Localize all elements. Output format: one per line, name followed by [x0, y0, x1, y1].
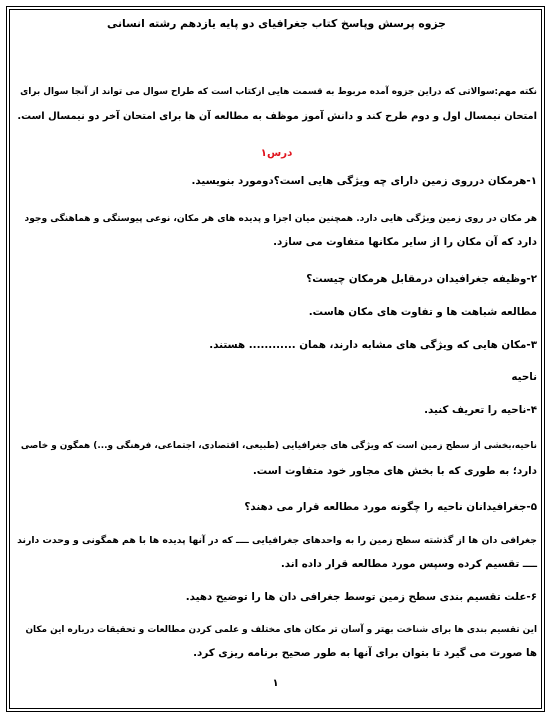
- question-4: ۴-ناحیه را تعریف کنید.: [424, 404, 537, 416]
- page-number: ۱: [272, 678, 279, 689]
- question-6: ۶-علت تقسیم بندی سطح زمین توسط جغرافی دان ها را توضیح دهید.: [185, 591, 537, 603]
- lesson-title: درس۱: [260, 147, 293, 159]
- answer-2: مطالعه شباهت ها و تفاوت های مکان هاست.: [308, 306, 537, 318]
- question-1: ۱-هرمکان درروی زمین دارای چه ویژگی هایی است؟دومورد بنویسید.: [191, 175, 537, 187]
- answer-6-line-1: این تقسیم بندی ها برای شناخت بهتر و آسان تر مکان های مختلف و علمی کردن مطالعات و تحقیقات درباره این مکان: [25, 625, 537, 635]
- answer-1-line-2: دارد که آن مکان را از سایر مکانها متفاوت می سازد.: [273, 236, 537, 248]
- note-line-2: امتحان نیمسال اول و دوم طرح کند و دانش آموز موظف به مطالعه آن ها برای امتحان آخر دو نیمسال است.: [17, 111, 537, 122]
- note-line-1: نکته مهم:سوالاتی که دراین جزوه آمده مربوط به قسمت هایی ازکتاب است که طراح سوال می تواند از آنجا سوال برای: [20, 87, 537, 97]
- answer-4-line-2: دارد؛ به طوری که با بخش های مجاور خود متفاوت است.: [252, 465, 537, 477]
- question-2: ۲-وظیفه جغرافیدان درمقابل هرمکان چیست؟: [306, 273, 537, 285]
- answer-4-line-1: ناحیه،بخشی از سطح زمین است که ویژگی های جغرافیایی (طبیعی، اقتصادی، اجتماعی، فرهنگی و...) همگون و خاصی: [20, 441, 537, 451]
- question-5: ۵-جغرافیدانان ناحیه را چگونه مورد مطالعه قرار می دهند؟: [244, 501, 537, 513]
- answer-1-line-1: هر مکان در روی زمین ویژگی هایی دارد. همچنین میان اجزا و پدیده های هر مکان، نوعی پیوستگی و هماهنگی وجود: [24, 214, 537, 224]
- answer-5-line-2: ــــ تقسیم کرده وسپس مورد مطالعه قرار داده اند.: [280, 558, 537, 570]
- answer-6-line-2: ها صورت می گیرد تا بتوان برای آنها به طور صحیح برنامه ریزی کرد.: [193, 647, 537, 659]
- answer-3: ناحیه: [511, 371, 537, 383]
- answer-5-line-1: جغرافی دان ها از گذشته سطح زمین را به واحدهای جغرافیایی ــــ که در آنها پدیده ها با هم همگونی و وحدت دارند: [17, 535, 537, 546]
- document-title: جزوه پرسش وپاسخ کتاب جغرافیای دو پایه یازدهم رشته انسانی: [107, 17, 446, 30]
- question-3: ۳-مکان هایی که ویژگی های مشابه دارند، همان ............ هستند.: [209, 339, 537, 351]
